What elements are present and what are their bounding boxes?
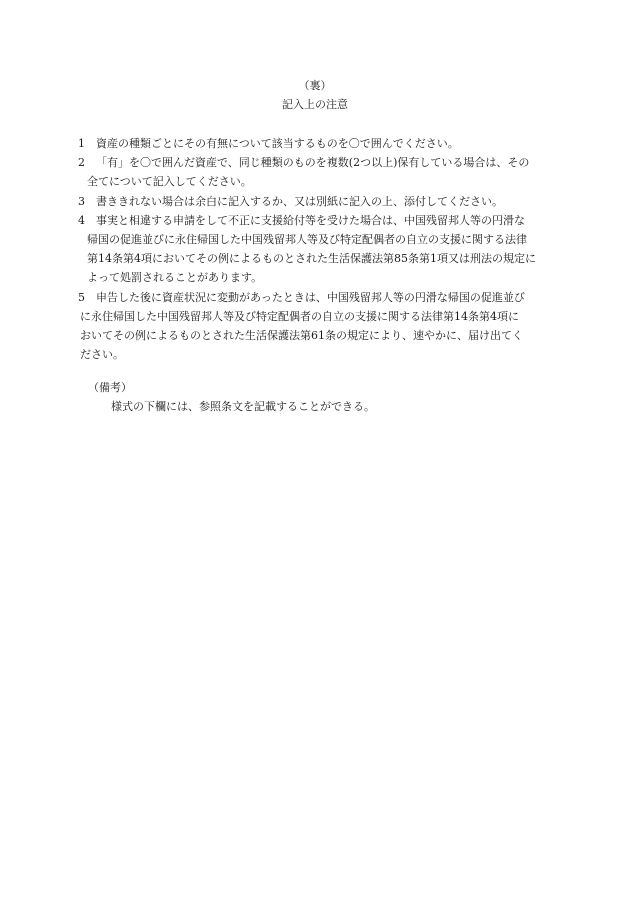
note-number: 4 bbox=[78, 214, 85, 227]
remarks-text: 様式の下欄には、参照条文を記載することができる。 bbox=[111, 400, 375, 413]
note-line: 「有」を〇で囲んだ資産で、同じ種類のものを複数(2つ以上)保有している場合は、その bbox=[96, 156, 530, 169]
note-line: よって処罰されることがあります。 bbox=[87, 271, 263, 284]
note-line: 申告した後に資産状況に変動があったときは、中国残留邦人等の円滑な帰国の促進並び bbox=[96, 291, 525, 304]
page-title: 記入上の注意 bbox=[282, 98, 348, 111]
note-line: 第14条第4項においてその例によるものとされた生活保護法第85条第1項又は刑法の規定に bbox=[87, 252, 536, 265]
note-number: 2 bbox=[78, 156, 85, 169]
note-number: 3 bbox=[78, 195, 85, 208]
side-label: （裏） bbox=[298, 79, 332, 92]
remarks-heading: （備考） bbox=[88, 381, 132, 394]
note-line: 帰国の促進並びに永住帰国した中国残留邦人等及び特定配偶者の自立の支援に関する法律 bbox=[87, 233, 527, 246]
note-number: 5 bbox=[78, 291, 85, 304]
note-line: 事実と相違する申請をして不正に支援給付等を受けた場合は、中国残留邦人等の円滑な bbox=[96, 214, 525, 227]
note-number: 1 bbox=[78, 137, 85, 150]
note-line: おいてその例によるものとされた生活保護法第61条の規定により、速やかに、届け出てく bbox=[80, 329, 523, 342]
note-line: 全てについて記入してください。 bbox=[87, 175, 252, 188]
note-line: 書ききれない場合は余白に記入するか、又は別紙に記入の上、添付してください。 bbox=[96, 195, 503, 208]
note-line: 資産の種類ごとにその有無について該当するものを〇で囲んでください。 bbox=[96, 137, 459, 150]
note-line: ださい。 bbox=[80, 348, 124, 361]
note-line: に永住帰国した中国残留邦人等及び特定配偶者の自立の支援に関する法律第14条第4項に bbox=[80, 310, 519, 323]
